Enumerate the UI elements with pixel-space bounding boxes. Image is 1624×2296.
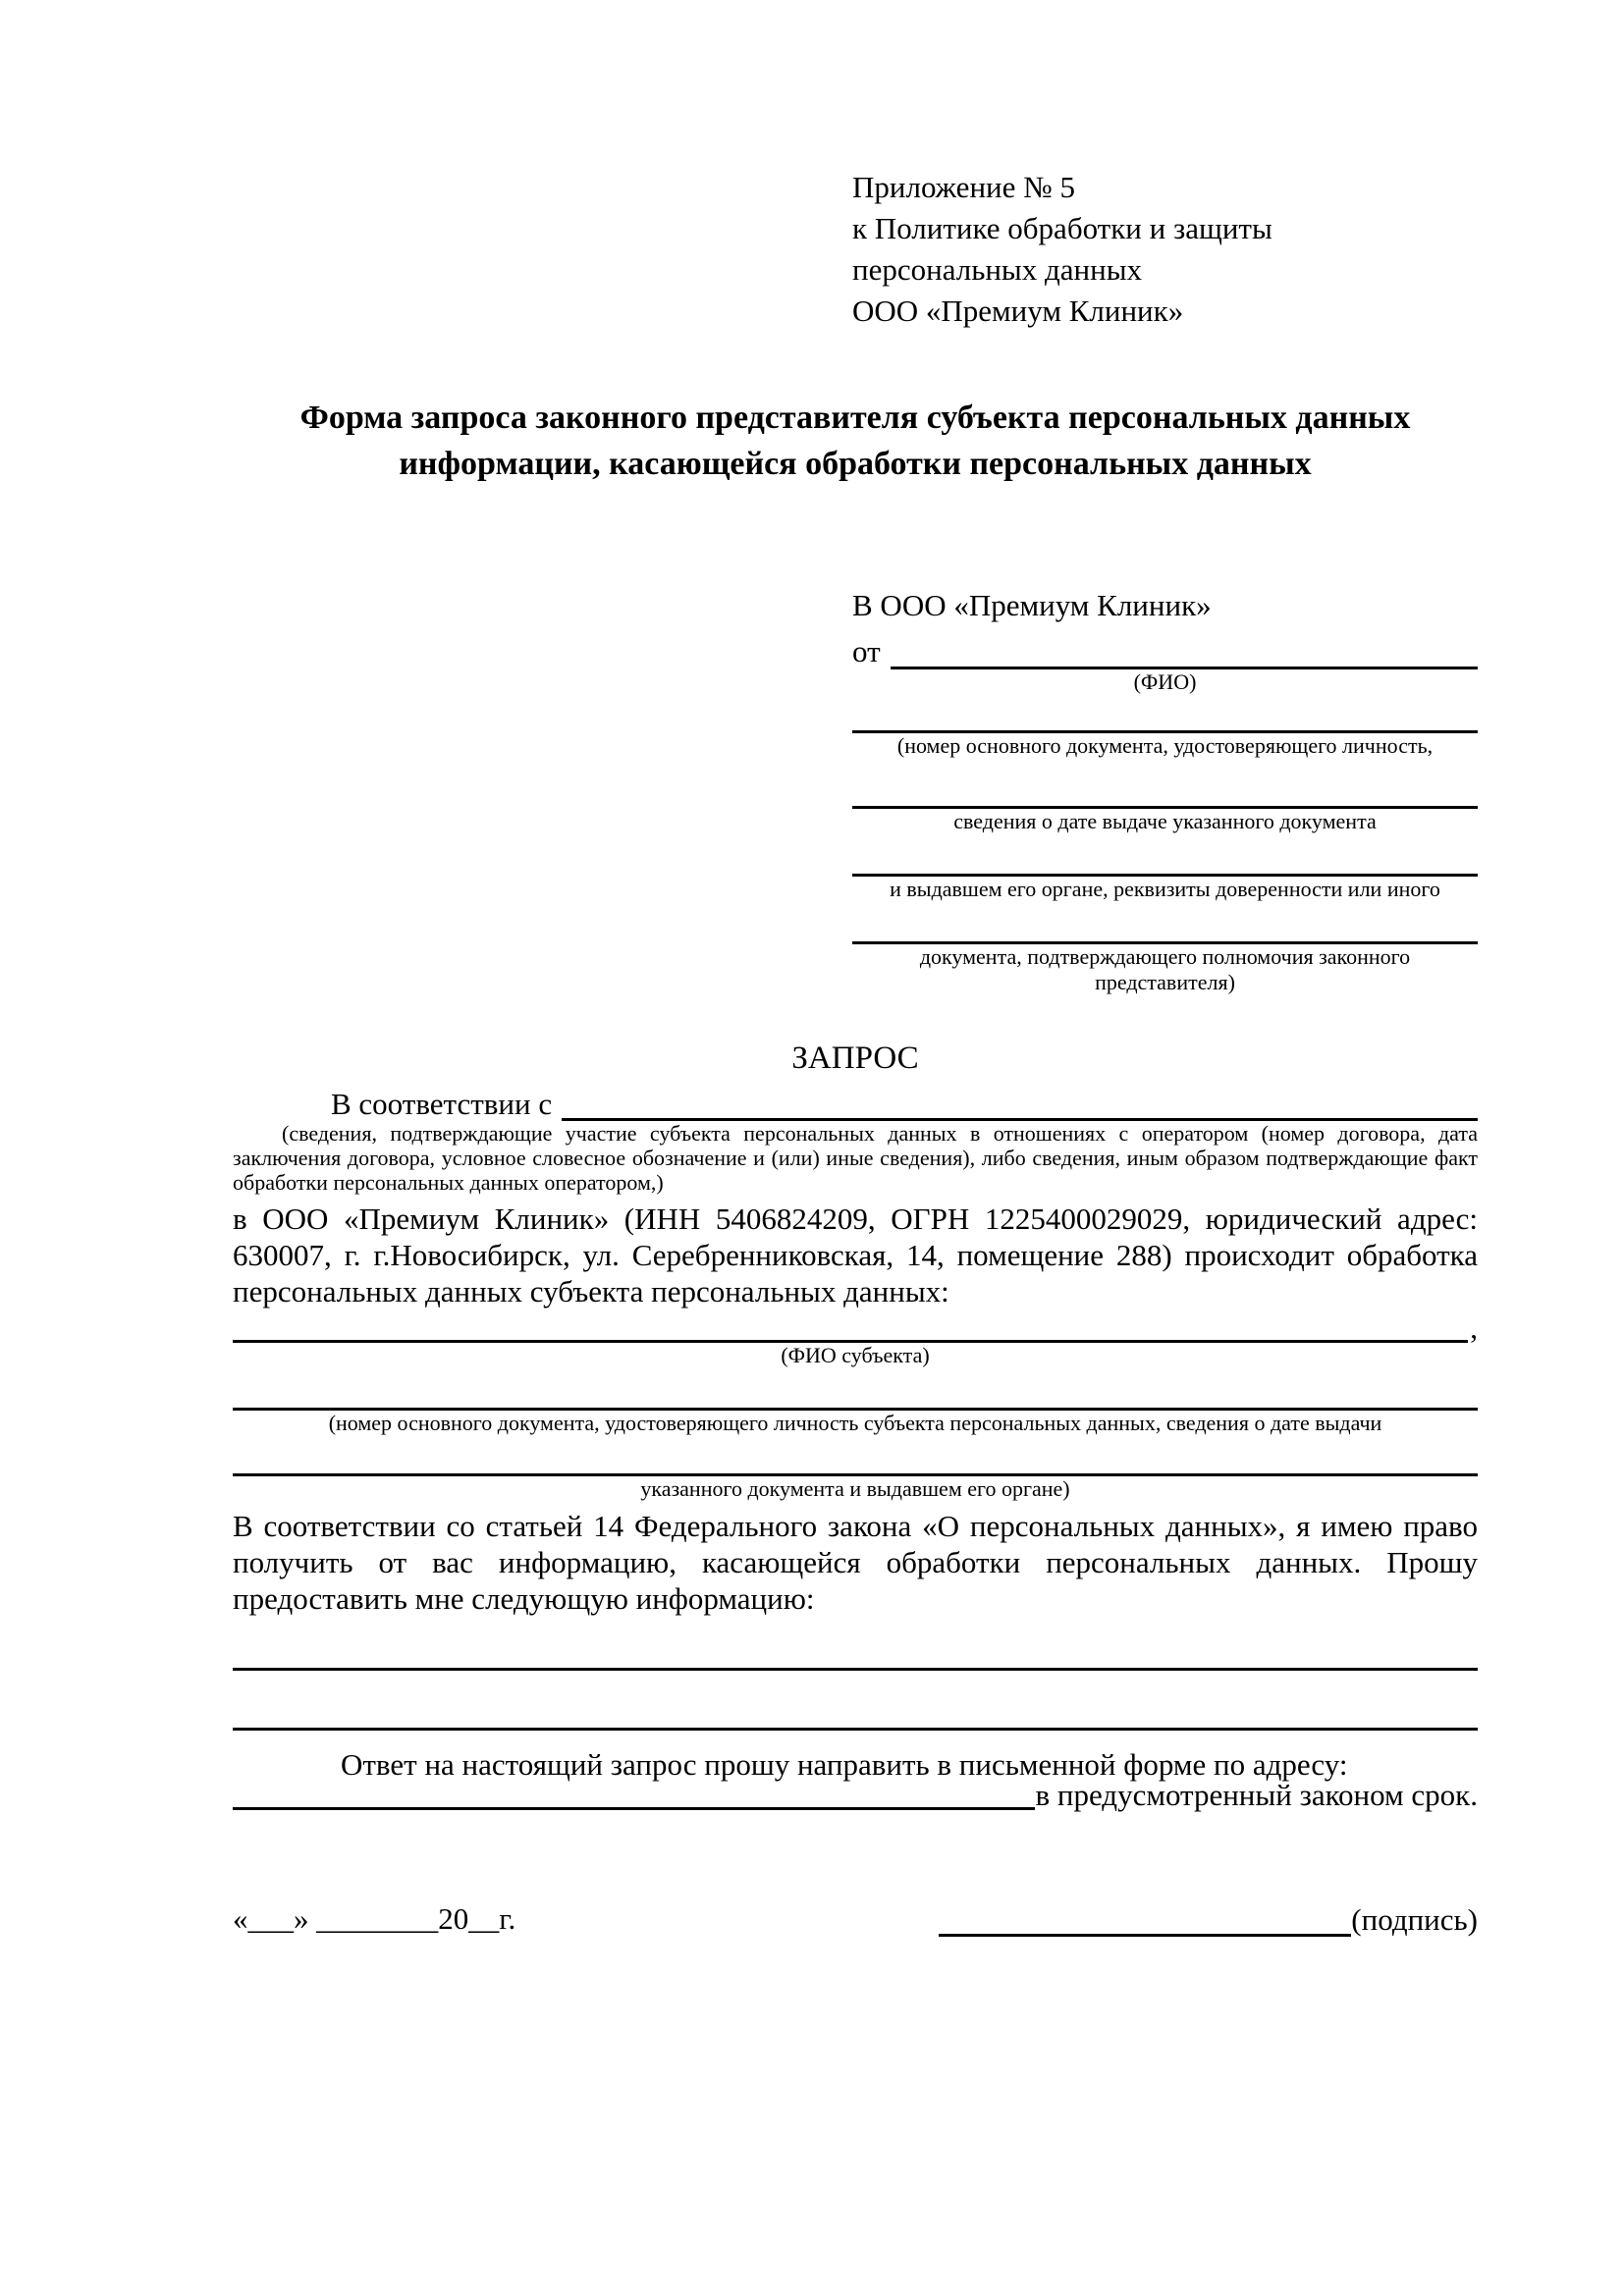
reply-address-row <box>233 1778 1478 1812</box>
representative-doc-caption: сведения о дате выдаче указанного документа <box>953 809 1377 833</box>
annex-line: персональных данных <box>852 252 1143 287</box>
basis-caption: (сведения, подтверждающие участие субъекта персональных данных в отношениях с оператором (номер договора, дата заключения договора, условное словесное обозначение и (или) иные сведения), либо сведения, иным образом подтверждающие факт обработки персональных данных оператором,) <box>233 1121 1478 1195</box>
information-blank-line[interactable] <box>233 1617 1478 1671</box>
representative-doc-caption: документа, подтверждающего полномочия законного представителя) <box>919 944 1411 994</box>
from-label: от <box>852 634 881 668</box>
basis-row <box>233 1084 1478 1121</box>
addressee-block <box>852 585 1478 995</box>
signature-caption: (подпись) <box>1351 1902 1478 1937</box>
signature-group <box>939 1903 1478 1937</box>
annex-line: Приложение № 5 <box>852 170 1075 204</box>
subject-fio-caption: (ФИО субъекта) <box>781 1343 930 1367</box>
subject-doc-caption: указанного документа и выдавшем его органе) <box>640 1476 1070 1501</box>
representative-doc-blank-line[interactable] <box>852 771 1478 809</box>
reply-paragraph: Ответ на настоящий запрос прошу направить в письменной форме по адресу: <box>341 1747 1348 1782</box>
representative-doc-blank-line[interactable] <box>852 695 1478 733</box>
annex-reference-block <box>852 167 1314 332</box>
date-blank[interactable]: «___» ________20__г. <box>233 1901 516 1936</box>
basis-label: В соответствии с <box>331 1087 553 1121</box>
reply-suffix: в предусмотренный законом срок. <box>1035 1778 1478 1812</box>
representative-doc-blank-line[interactable] <box>852 906 1478 944</box>
annex-line: к Политике обработки и защиты <box>852 211 1272 245</box>
subject-doc-caption: (номер основного документа, удостоверяющего личность субъекта персональных данных, сведения о дате выдачи <box>328 1411 1382 1435</box>
from-row <box>852 630 1478 669</box>
subject-fio-comma: , <box>1470 1310 1478 1345</box>
representative-doc-caption: (номер основного документа, удостоверяющего личность, <box>896 733 1434 758</box>
signature-blank-line[interactable] <box>939 1904 1351 1937</box>
law-paragraph: В соответствии со статьей 14 Федерального закона «О персональных данных», я имею право получить от вас информацию, касающейся обработки персональных данных. Прошу предоставить мне следующую информацию: <box>233 1509 1478 1616</box>
addressee-organization: В ООО «Премиум Клиник» <box>852 588 1212 622</box>
document-title <box>233 395 1478 487</box>
subject-doc-blank-line[interactable] <box>233 1382 1478 1411</box>
footer-row <box>233 1900 1478 1937</box>
representative-doc-caption: и выдавшем его органе, реквизиты доверенности или иного <box>890 877 1440 901</box>
information-blank-line[interactable] <box>233 1671 1478 1731</box>
operator-paragraph: в ООО «Премиум Клиник» (ИНН 5406824209, ОГРН 1225400029029, юридический адрес: 630007, г. г.Новосибирск, ул. Серебренниковская, 14, помещение 288) происходит обработка персональных данных субъекта персональных данных: <box>233 1201 1478 1308</box>
annex-line: ООО «Премиум Клиник» <box>852 294 1184 328</box>
document-title-line-1: Форма запроса законного представителя субъекта персональных данных <box>299 400 1411 436</box>
document-title-line-2: информации, касающейся обработки персональных данных <box>399 446 1312 482</box>
request-heading: ЗАПРОС <box>791 1041 919 1076</box>
document-content <box>233 0 1478 1937</box>
subject-fio-row <box>233 1310 1478 1345</box>
representative-doc-blank-line[interactable] <box>852 838 1478 877</box>
fio-caption: (ФИО) <box>1133 669 1197 694</box>
reply-address-blank-line[interactable] <box>233 1807 1035 1810</box>
subject-doc-blank-line[interactable] <box>233 1448 1478 1476</box>
